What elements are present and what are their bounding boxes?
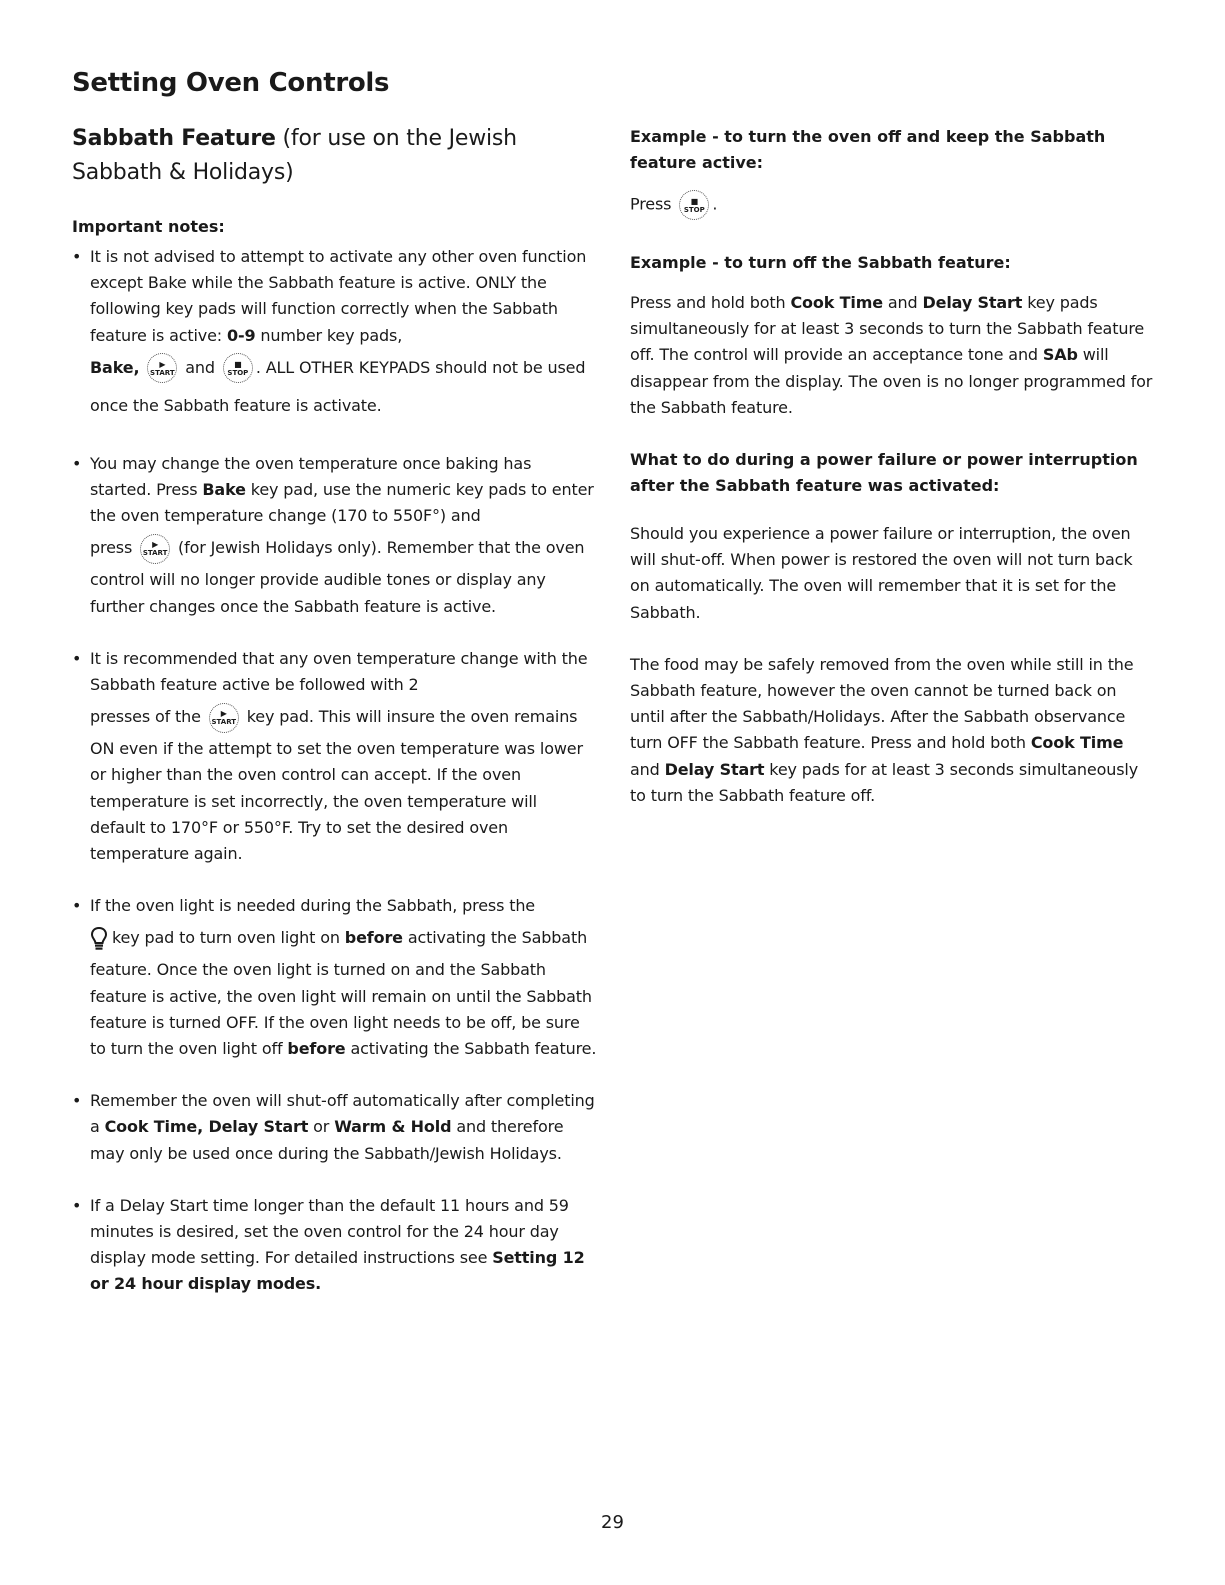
bullet: •: [72, 648, 82, 668]
note-bold: Bake: [202, 480, 246, 500]
example-2-heading: Example - to turn off the Sabbath feature:: [630, 253, 1011, 272]
example-1-heading: Example - to turn the oven off and keep the Sabbath feature active:: [630, 127, 1106, 172]
bullet: •: [72, 1195, 82, 1215]
note-bold: before: [344, 928, 403, 948]
note-bold: Setting 12 or 24 hour display modes.: [90, 1248, 585, 1294]
example-1-text: Press ■ STOP .: [630, 190, 1155, 220]
note-text: Remember the oven will shut-off automatically after completing a: [90, 1091, 595, 1137]
note-item-3: [72, 646, 597, 867]
note-text: You may change the oven temperature once baking has started. Press: [90, 453, 532, 500]
bullet: •: [72, 453, 82, 473]
note-bold: Cook Time, Delay Start: [104, 1117, 309, 1137]
note-bold: 0-9: [226, 325, 256, 345]
note-item-2: [72, 451, 597, 620]
page-number: 29: [601, 1512, 624, 1533]
note-text: If the oven light is needed during the Sabbath, press the: [90, 896, 535, 916]
stop-key-icon: ■ STOP: [679, 190, 709, 220]
note-item-4: [72, 893, 597, 1062]
notes-heading: Important notes:: [72, 217, 225, 236]
note-text: activating the Sabbath feature. Once the oven light is turned on and the Sabbath feature is active, the oven light will remain on until the Sabbath feature is turned OFF. If the oven light needs to be off, be sure to turn the oven light off: [90, 928, 592, 1059]
start-key-icon: ▶ START: [140, 534, 170, 564]
feature-title: [72, 122, 597, 190]
note-text: presses of the: [90, 707, 201, 727]
note-text: activating the Sabbath feature.: [345, 1039, 597, 1059]
power-failure-text-2: The food may be safely removed from the oven while still in the Sabbath feature, however the oven cannot be turned back on until after the Sabbath/Holidays. After the Sabbath observance turn OFF the Sabbath feature. Press and hold both Cook Time and Delay Start key pads for at least 3 seconds simultaneously to turn the Sabbath feature off.: [630, 654, 1139, 805]
notes-list: [72, 244, 597, 1298]
left-column: [72, 122, 597, 1324]
start-key-icon: ▶ START: [147, 353, 177, 383]
note-text: key pad. This will insure the oven remains ON even if the attempt to set the oven temperature was lower or higher than the oven control can accept. If the oven temperature is set incorrectly, the oven temperature will default to 170°F or 550°F. Try to set the desired oven temperature again.: [90, 707, 583, 864]
note-bold: Warm & Hold: [334, 1117, 452, 1137]
start-key-icon: ▶ START: [209, 703, 239, 733]
stop-key-icon: ■ STOP: [223, 353, 253, 383]
note-item-6: [72, 1193, 597, 1298]
note-text: . ALL OTHER KEYPADS should not be used once the Sabbath feature is activate.: [90, 357, 586, 415]
power-failure-text-1: Should you experience a power failure or interruption, the oven will shut-off. When power is restored the oven will not turn back on automatically. The oven will remember that it is set for the Sabbath.: [630, 524, 1133, 622]
right-column: [630, 124, 1155, 835]
bullet: •: [72, 1091, 82, 1111]
note-text: It is not advised to attempt to activate any other oven function except Bake while the Sabbath feature is active. ONLY the following key pads will function correctly when the Sabbath feature is active:: [90, 247, 587, 345]
note-item-1: [72, 244, 597, 425]
bullet: •: [72, 896, 82, 916]
page-title: Setting Oven Controls: [72, 68, 390, 98]
note-text: and: [185, 357, 215, 377]
bullet: •: [72, 247, 82, 266]
note-text: If a Delay Start time longer than the default 11 hours and 59 minutes is desired, set the oven control for the 24 hour day display mode setting. For detailed instructions see: [90, 1195, 569, 1268]
power-failure-heading: What to do during a power failure or power interruption after the Sabbath feature was activated:: [630, 450, 1138, 496]
note-text: (for Jewish Holidays only). Remember that the oven control will no longer provide audible tones or display any further changes once the Sabbath feature is active.: [90, 538, 585, 616]
example-2-text: Press and hold both Cook Time and Delay Start key pads simultaneously for at least 3 seconds to turn the Sabbath feature off. The control will provide an acceptance tone and SAb will disappear from the display. The oven is no longer programmed for the Sabbath feature.: [630, 293, 1153, 417]
note-bold: before: [287, 1039, 346, 1059]
note-text: press: [90, 538, 133, 558]
feature-title-bold: Sabbath Feature: [72, 126, 276, 151]
note-text: key pad, use the numeric key pads to enter the oven temperature change (170 to 550F°) and: [90, 480, 594, 526]
note-text: and therefore may only be used once during the Sabbath/Jewish Holidays.: [90, 1117, 564, 1163]
feature-title-rest: (for use on the Jewish Sabbath & Holidays): [72, 126, 517, 185]
note-text: key pad to turn oven light on: [112, 928, 345, 948]
note-bold: Bake,: [90, 357, 140, 377]
note-item-5: [72, 1088, 597, 1167]
note-text: It is recommended that any oven temperature change with the Sabbath feature active be followed with 2: [90, 648, 588, 695]
note-text: number key pads,: [255, 325, 403, 345]
light-bulb-icon: [90, 926, 108, 952]
note-text: or: [308, 1117, 335, 1137]
